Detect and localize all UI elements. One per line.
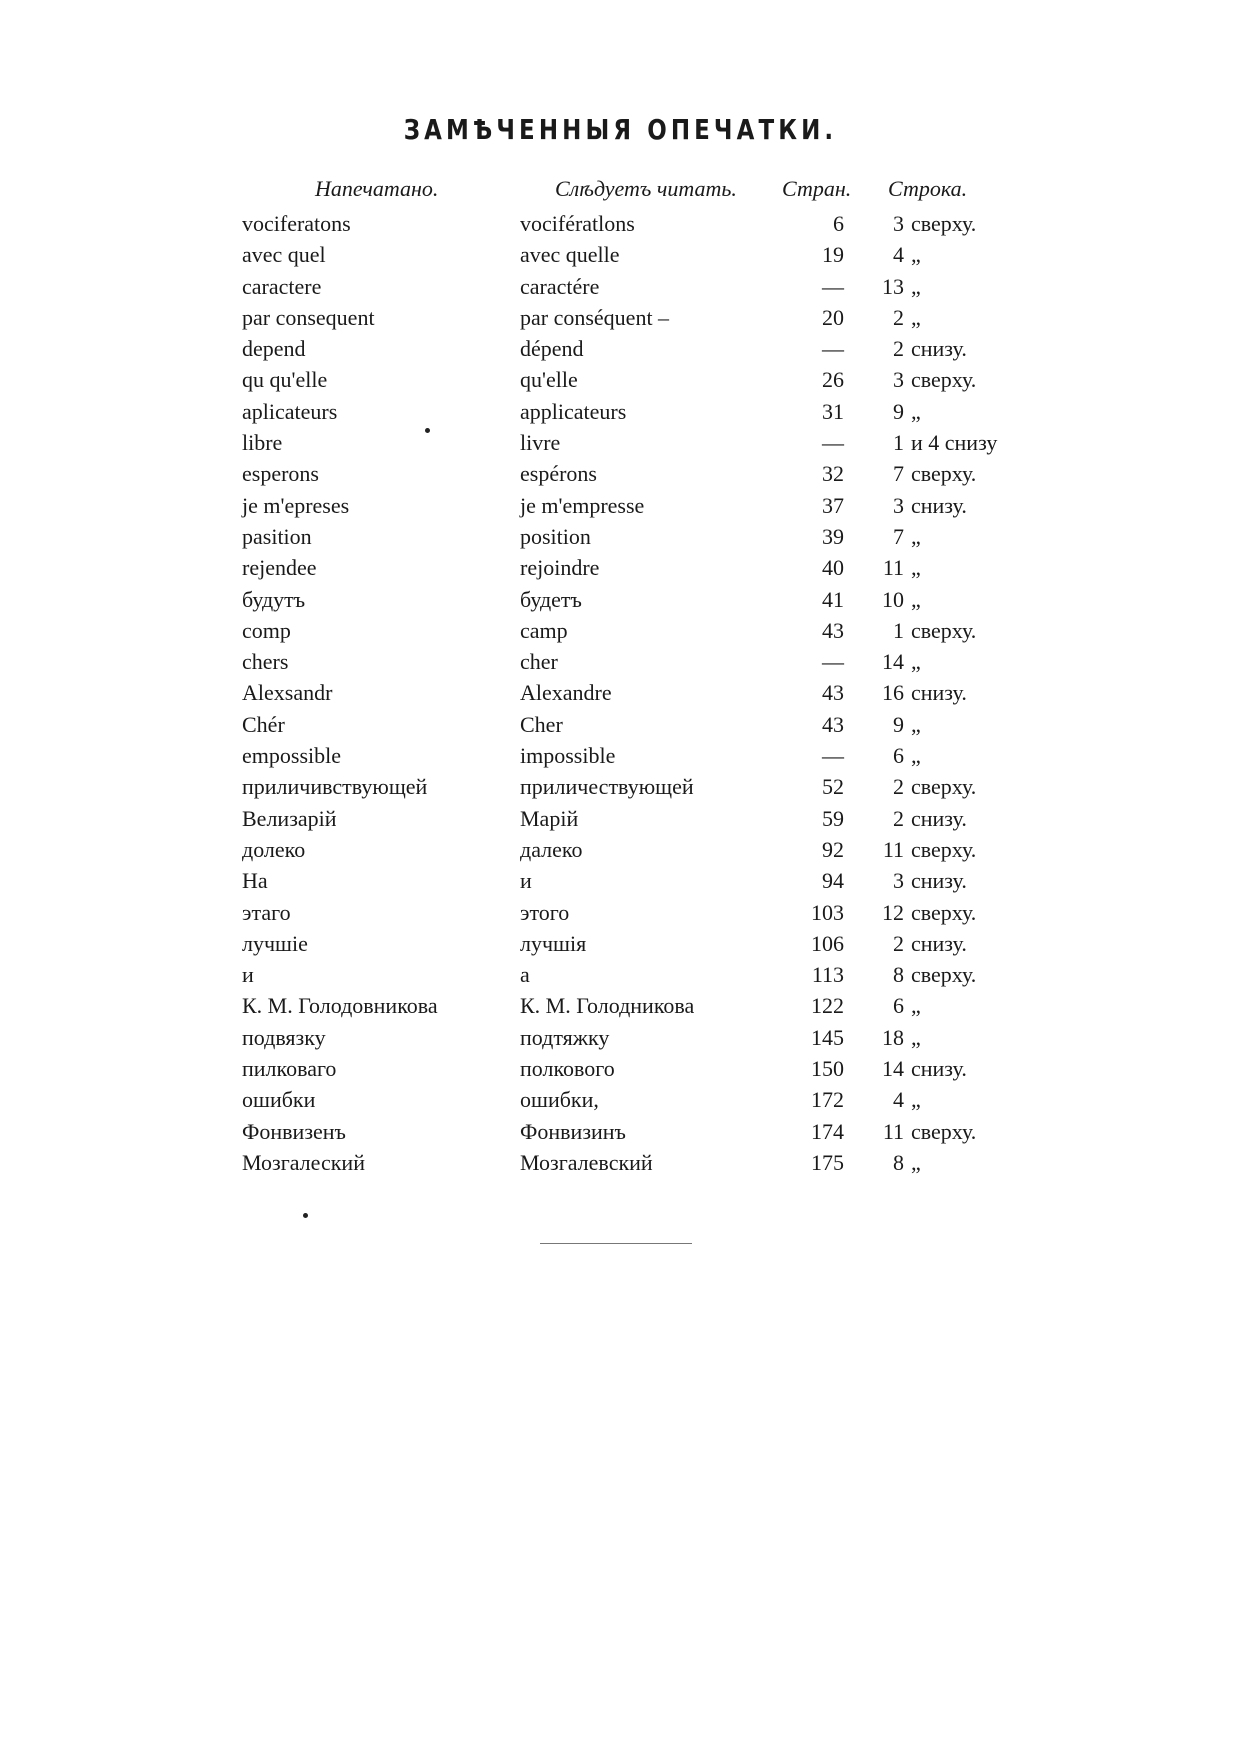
page-cell: 40 [822,555,844,581]
correct-cell: будетъ [520,586,582,612]
column-header-printed: Напечатано. [315,176,439,201]
printed-cell: par consequent [242,304,375,330]
line-cell: 14 [882,649,904,675]
page-cell: 39 [822,523,844,549]
table-row [0,584,1241,615]
where-cell: сверху. [911,774,977,800]
where-cell: снизу. [911,492,967,518]
where-cell: снизу. [911,1056,967,1082]
line-cell: 16 [882,680,904,706]
printed-cell: libre [242,430,283,456]
line-cell: 8 [893,1149,904,1175]
where-cell: „ [911,555,921,581]
correct-cell: camp [520,617,568,643]
page-cell: 106 [811,930,844,956]
line-cell: 9 [893,711,904,737]
where-cell: „ [911,523,921,549]
where-cell: „ [911,649,921,675]
page-cell: 43 [822,617,844,643]
correct-cell: а [520,962,530,988]
table-row [0,740,1241,771]
printed-cell: Фонвизенъ [242,1118,346,1144]
table-row [0,490,1241,521]
printed-cell: Chér [242,711,285,737]
printed-cell: rejendee [242,555,317,581]
table-row [0,677,1241,708]
correct-cell: avec quelle [520,242,620,268]
correct-cell: К. М. Голодникова [520,993,695,1019]
correct-cell: rejoindre [520,555,600,581]
correct-cell: je m'empresse [520,492,645,518]
correct-cell: Марій [520,805,579,831]
table-row [0,1084,1241,1115]
printed-cell: aplicateurs [242,398,338,424]
page-cell: — [822,273,844,299]
where-cell: сверху. [911,367,977,393]
page-cell: 32 [822,461,844,487]
where-cell: сверху. [911,836,977,862]
table-row [0,1147,1241,1178]
correct-cell: и [520,868,532,894]
where-cell: „ [911,743,921,769]
where-cell: сверху. [911,899,977,925]
correct-cell: полкового [520,1056,615,1082]
correct-cell: applicateurs [520,398,627,424]
line-cell: 10 [882,586,904,612]
table-row [0,803,1241,834]
table-row [0,928,1241,959]
correct-cell: par conséquent – [520,304,670,330]
where-cell: снизу. [911,336,967,362]
closing-rule [540,1243,692,1244]
page-cell: 94 [822,868,844,894]
table-row [0,458,1241,489]
line-cell: 11 [882,1118,904,1144]
printed-cell: ошибки [242,1087,316,1113]
page-cell: 113 [811,962,844,988]
line-cell: 2 [893,336,904,362]
page-cell: 92 [822,836,844,862]
page-cell: 41 [822,586,844,612]
table-row [0,208,1241,239]
line-cell: 3 [893,211,904,236]
page-cell: 43 [822,680,844,706]
printed-cell: приличивствующей [242,774,428,800]
where-cell: „ [911,242,921,268]
line-cell: 1 [893,617,904,643]
page-cell: — [822,743,844,769]
correct-cell: espérons [520,461,597,487]
page-cell: 59 [822,805,844,831]
line-cell: 11 [882,836,904,862]
correct-cell: этого [520,899,570,925]
where-cell: „ [911,398,921,424]
printed-cell: Мозгалеский [242,1149,365,1175]
where-cell: „ [911,1024,921,1050]
correct-cell: приличествующей [520,774,694,800]
line-cell: 3 [893,367,904,393]
where-cell: „ [911,711,921,737]
column-header-page: Стран. [782,176,852,201]
page-cell: 43 [822,711,844,737]
where-cell: сверху. [911,1118,977,1144]
table-row [0,646,1241,677]
page-cell: 150 [811,1056,844,1082]
where-cell: снизу. [911,680,967,706]
where-cell: сверху. [911,461,977,487]
table-row [0,771,1241,802]
where-cell: „ [911,586,921,612]
table-row [0,709,1241,740]
column-header-line: Строка. [888,176,968,201]
table-row [0,552,1241,583]
line-cell: 2 [893,930,904,956]
line-cell: 7 [893,461,904,487]
table-row [0,364,1241,395]
where-cell: „ [911,273,921,299]
correct-cell: лучшія [520,930,587,956]
where-cell: снизу. [911,805,967,831]
page-cell: — [822,649,844,675]
line-cell: 9 [893,398,904,424]
line-cell: 13 [882,273,904,299]
where-cell: сверху. [911,962,977,988]
page-cell: 174 [811,1118,844,1144]
line-cell: 3 [893,868,904,894]
printed-cell: будутъ [242,586,306,612]
page-cell: — [822,430,844,456]
where-cell: „ [911,304,921,330]
table-row [0,1053,1241,1084]
column-header-should-read: Слѣдуетъ читать. [555,176,737,201]
page-cell: 52 [822,774,844,800]
where-cell: сверху. [911,211,977,236]
page-cell: 175 [811,1149,844,1175]
table-row [0,834,1241,865]
table-row [0,990,1241,1021]
table-row [0,897,1241,928]
correct-cell: далеко [520,836,583,862]
printed-cell: esperons [242,461,319,487]
page-cell: 20 [822,304,844,330]
line-cell: 8 [893,962,904,988]
table-row [0,521,1241,552]
printed-cell: pasition [242,523,312,549]
correct-cell: qu'elle [520,367,578,393]
table-row [0,396,1241,427]
correct-cell: dépend [520,336,584,362]
correct-cell: position [520,523,591,549]
page-cell: 37 [822,492,844,518]
table-row [0,239,1241,270]
line-cell: 2 [893,304,904,330]
table-row [0,1022,1241,1053]
printed-cell: Велизарій [242,805,337,831]
correct-cell: caractére [520,273,600,299]
line-cell: 6 [893,743,904,769]
where-cell: „ [911,1149,921,1175]
correct-cell: Cher [520,711,563,737]
where-cell: снизу. [911,930,967,956]
line-cell: 6 [893,993,904,1019]
where-cell: и 4 снизу [911,430,998,456]
correct-cell: Фонвизинъ [520,1118,626,1144]
line-cell: 14 [882,1056,904,1082]
correct-cell: ошибки, [520,1087,599,1113]
errata-table [0,208,1241,1178]
correct-cell: Мозгалевский [520,1149,653,1175]
page-cell: 122 [811,993,844,1019]
ink-speck [425,428,430,433]
printed-cell: К. М. Голодовникова [242,993,438,1019]
correct-cell: livre [520,430,561,456]
where-cell: снизу. [911,868,967,894]
page-cell: 145 [811,1024,844,1050]
page-cell: 19 [822,242,844,268]
printed-cell: подвязку [242,1024,326,1050]
table-row [0,302,1241,333]
line-cell: 3 [893,492,904,518]
printed-cell: vociferatons [242,211,351,236]
printed-cell: caractere [242,273,322,299]
printed-cell: долеко [242,836,306,862]
page-cell: 103 [811,899,844,925]
page-cell: — [822,336,844,362]
table-row [0,427,1241,458]
table-row [0,959,1241,990]
line-cell: 1 [893,430,904,456]
printed-cell: comp [242,617,291,643]
line-cell: 12 [882,899,904,925]
correct-cell: cher [520,649,558,675]
table-row [0,333,1241,364]
line-cell: 2 [893,774,904,800]
printed-cell: empossible [242,743,341,769]
printed-cell: этаго [242,899,291,925]
line-cell: 4 [893,1087,904,1113]
printed-cell: Alexsandr [242,680,333,706]
where-cell: „ [911,993,921,1019]
line-cell: 4 [893,242,904,268]
table-row [0,865,1241,896]
page-title: ЗАМѢЧЕННЫЯ ОПЕЧАТКИ. [403,113,838,146]
printed-cell: je m'epreses [242,492,350,518]
correct-cell: Alexandre [520,680,612,706]
printed-cell: и [242,962,254,988]
page-cell: 31 [822,398,844,424]
printed-cell: qu qu'elle [242,367,328,393]
printed-cell: лучшіе [242,930,308,956]
ink-speck [303,1213,308,1218]
table-row [0,1116,1241,1147]
printed-cell: avec quel [242,242,326,268]
correct-cell: подтяжку [520,1024,610,1050]
printed-cell: chers [242,649,289,675]
correct-cell: vocifératlons [520,211,635,236]
line-cell: 7 [893,523,904,549]
line-cell: 2 [893,805,904,831]
line-cell: 18 [882,1024,904,1050]
printed-cell: depend [242,336,306,362]
where-cell: „ [911,1087,921,1113]
table-row [0,271,1241,302]
printed-cell: На [242,868,268,894]
page-cell: 172 [811,1087,844,1113]
line-cell: 11 [882,555,904,581]
table-row [0,615,1241,646]
correct-cell: impossible [520,743,616,769]
printed-cell: пилковаго [242,1056,337,1082]
page-cell: 26 [822,367,844,393]
where-cell: сверху. [911,617,977,643]
page-cell: 6 [833,211,844,236]
